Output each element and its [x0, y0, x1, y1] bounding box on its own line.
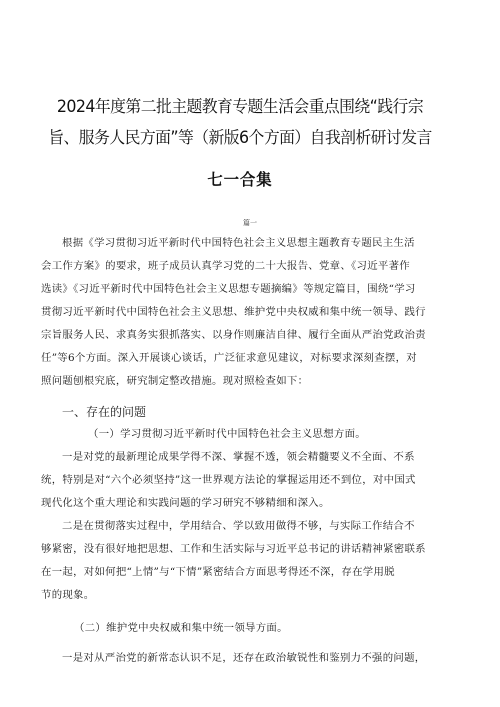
title-line-1: 2024年度第二批主题教育专题生活会重点围绕“践行宗 — [56, 97, 424, 116]
intro-line: 贯彻习近平新时代中国特色社会主义思想、维护党中央权威和集中统一领导、践行 — [41, 306, 426, 318]
body-line: 在一起，对如何把“上情”与“下情”紧密结合方面思考得还不深，存在学用脱 — [41, 566, 395, 578]
body-line: 二是在贯彻落实过程中，学用结合、学以致用做得不够，与实际工作结合不 — [62, 520, 415, 532]
body-line: （二）维护党中央权威和集中统一领导方面。 — [74, 622, 288, 634]
body-line: 够紧密，没有很好地把思想、工作和生活实际与习近平总书记的讲话精神紧密联系 — [41, 543, 426, 555]
intro-line: 照问题刨根究底，研究制定整改措施。现对照检查如下： — [41, 375, 309, 387]
body-line: 一是对党的最新理论成果学得不深、掌握不透，领会精髓要义不全面、不系 — [62, 451, 415, 463]
intro-line: 宗旨服务人民、求真务实狠抓落实、以身作则廉洁自律、履行全面从严治党政治责 — [41, 329, 426, 341]
title-line-3: 七一合集 — [207, 170, 273, 189]
intro-line: 会工作方案》的要求，班子成员认真学习党的二十大报告、党章、《习近平著作 — [41, 260, 410, 272]
body-line: 统，特别是对“六个必须坚持”这一世界观方法论的掌握运用还不到位，对中国式 — [41, 474, 416, 486]
intro-line: 根据《学习贯彻习近平新时代中国特色社会主义思想主题教育专题民主生活 — [62, 237, 415, 249]
body-line: 节的现象。 — [41, 589, 95, 601]
title-line-2: 旨、服务人民方面”等（新版6个方面）自我剖析研讨发言 — [48, 128, 432, 147]
intro-line: 任”等6个方面。深入开展谈心谈话，广泛征求意见建议，对标要求深刻查摆，对 — [41, 352, 418, 364]
body-line: 一是对从严治党的新常态认识不足，还存在政治敏锐性和鉴别力不强的问题， — [62, 652, 426, 664]
intro-line: 选读》《习近平新时代中国特色社会主义思想专题摘编》等规定篇目，围绕“学习 — [41, 283, 416, 295]
body-line: （一）学习贯彻习近平新时代中国特色社会主义思想方面。 — [88, 428, 366, 440]
section-heading: 一、存在的问题 — [62, 405, 147, 419]
section-label: 篇一 — [243, 219, 257, 227]
body-line: 现代化这个重大理论和实践问题的学习研究不够精细和深入。 — [41, 497, 330, 509]
